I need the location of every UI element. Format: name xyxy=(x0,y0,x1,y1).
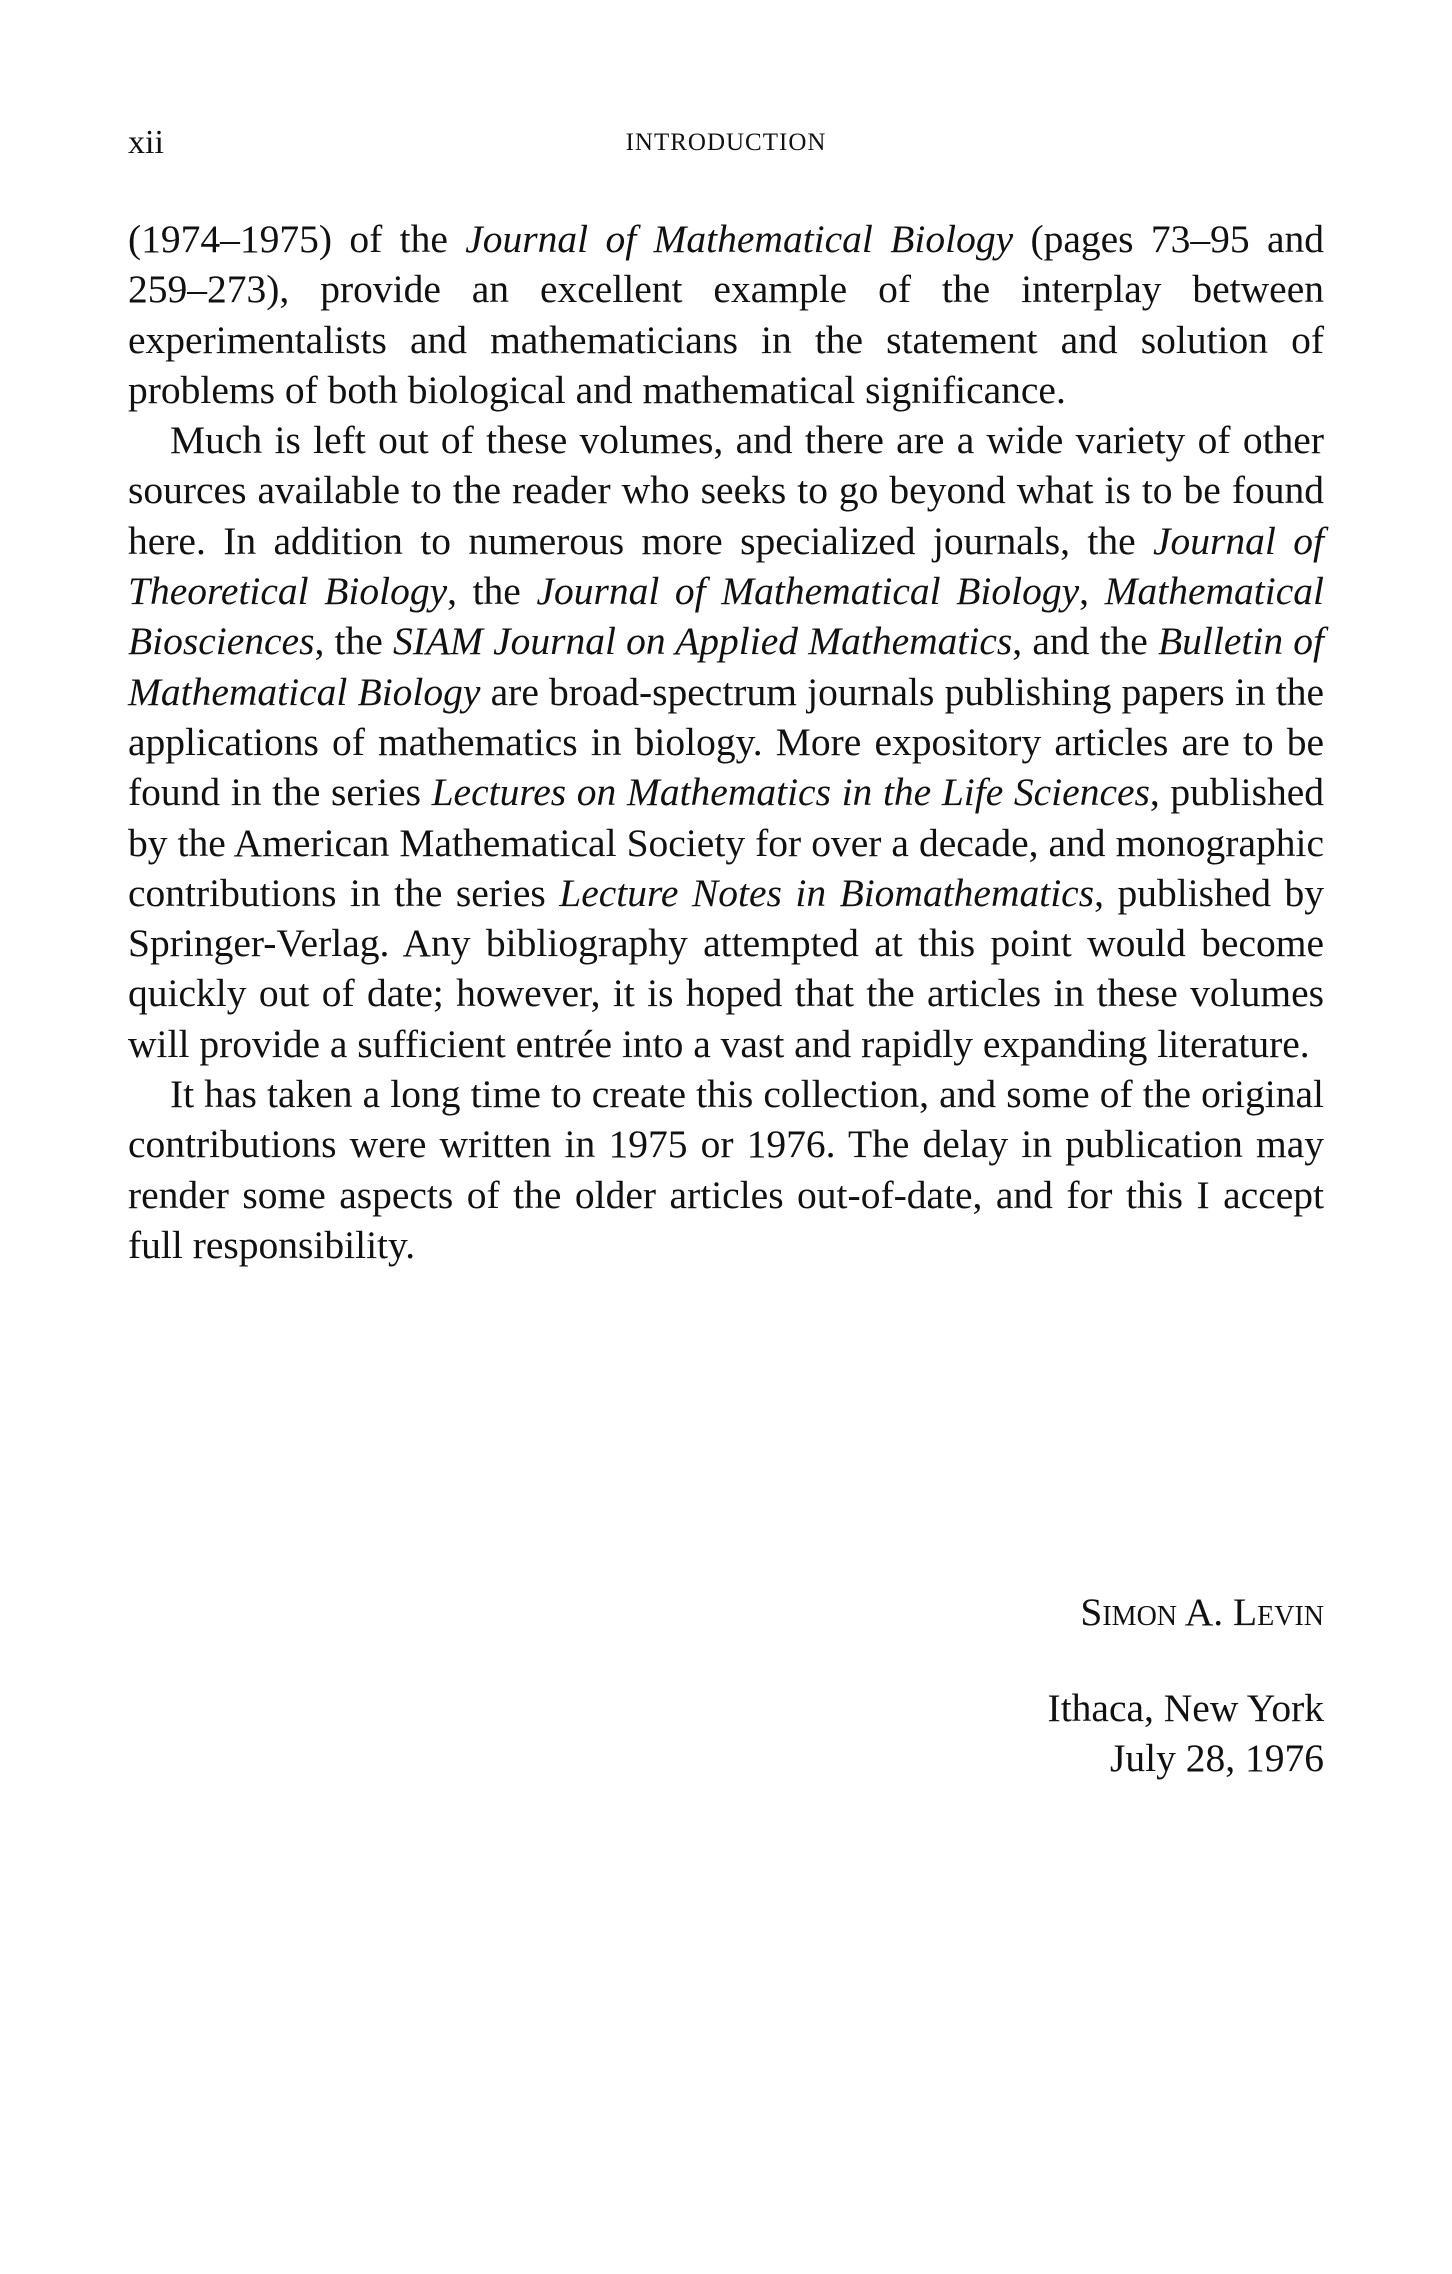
italic-title: Journal of Theoretical Biology xyxy=(128,518,1324,614)
italic-title: Journal of Mathematical Biology xyxy=(465,217,1014,261)
italic-title: Journal of Mathematical Biology xyxy=(536,569,1080,614)
text-run: (1974–1975) of the xyxy=(128,217,466,261)
text-run: , the xyxy=(447,569,537,614)
italic-title: Lecture Notes in Biomathematics xyxy=(559,870,1095,915)
italic-title: Lectures on Mathematics in the Life Sciences xyxy=(431,770,1150,815)
text-run: , and the xyxy=(1012,619,1159,664)
text-run: Much is left out of these volumes, and there are a wide variety of other sources available to the reader who seeks to go beyond what is to be found here. In addition to numerous more specialized journals, the xyxy=(128,418,1324,563)
paragraph xyxy=(128,214,1324,415)
text-run: , the xyxy=(314,619,393,664)
text-run: are broad-spectrum journals publishing papers in the applications of mathematics in biology. More expository articles are to be found in the series xyxy=(128,669,1325,815)
signature-date: July 28, 1976 xyxy=(1110,1736,1324,1781)
text-run: , published by Springer-Verlag. Any bibliography attempted at this point would become quickly out of date; however, it is hoped that the articles in these volumes will provide a sufficient entrée into a vast and rapidly expanding literature. xyxy=(128,870,1325,1066)
text-run: (pages 73–95 and 259–273), provide an excellent example of the interplay between experimentalists and mathematicians in the statement and solution of problems of both biological and mathematical significance. xyxy=(128,217,1324,412)
paragraph xyxy=(128,1069,1324,1270)
page-number: xii xyxy=(128,124,164,161)
place-date xyxy=(1048,1683,1324,1784)
text-run: , published by the American Mathematical Society for over a decade, and monographic contributions in the series xyxy=(128,770,1324,915)
running-head: INTRODUCTION xyxy=(625,129,827,156)
italic-title: SIAM Journal on Applied Mathematics xyxy=(392,619,1013,664)
text-run: It has taken a long time to create this collection, and some of the original contributions were written in 1975 or 1976. The delay in publication may render some aspects of the older articles out-of-date, and for this I accept full responsibility. xyxy=(128,1072,1324,1267)
body-text xyxy=(128,214,1324,1270)
italic-title: Bulletin of Mathematical Biology xyxy=(128,619,1324,714)
italic-title: Mathematical Biosciences xyxy=(128,569,1324,664)
page-header xyxy=(128,118,1324,168)
author-signature: Simon A. Levin xyxy=(1080,1590,1324,1634)
paragraph xyxy=(128,415,1324,1069)
text-run: , xyxy=(1079,569,1105,614)
signature-place: Ithaca, New York xyxy=(1047,1686,1324,1730)
